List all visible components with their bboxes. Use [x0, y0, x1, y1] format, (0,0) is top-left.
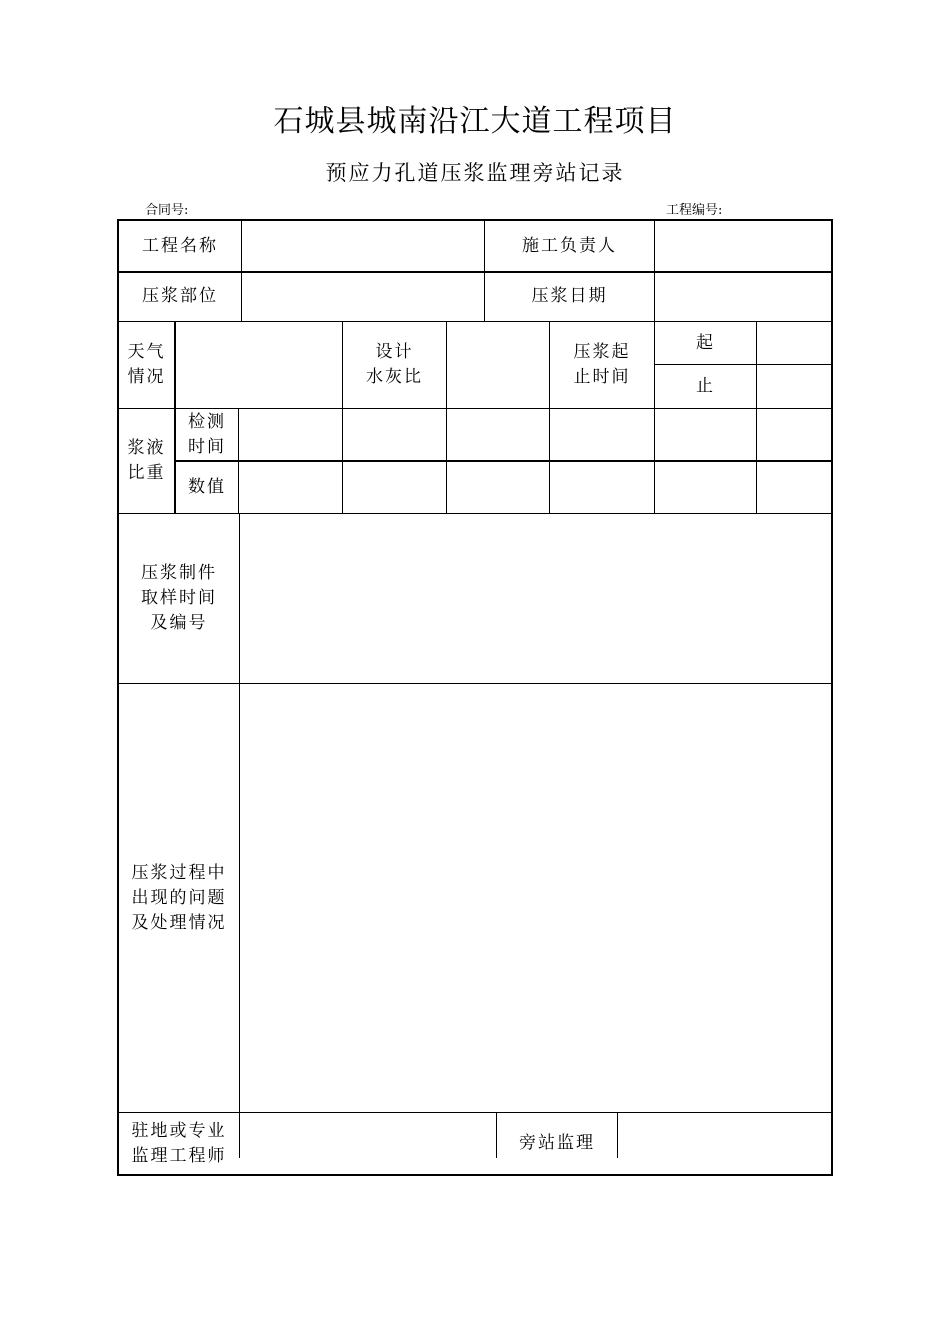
label-design-wc-ratio — [343, 322, 446, 408]
value-field-6[interactable] — [757, 462, 831, 513]
label-grouting-location: 压浆部位 — [142, 286, 218, 306]
value-field-1[interactable] — [239, 462, 342, 513]
label-grout-density — [119, 409, 174, 513]
project-no-label: 工程编号: — [666, 203, 723, 218]
start-time-field[interactable] — [757, 322, 831, 364]
document-subtitle: 预应力孔道压浆监理旁站记录 — [325, 161, 625, 185]
design-wc-ratio-field[interactable] — [447, 322, 549, 408]
grouting-date-field[interactable] — [655, 272, 831, 321]
label-weather-line2: 情况 — [127, 367, 166, 387]
label-specimen-line1: 压浆制件 — [141, 563, 217, 583]
label-value: 数值 — [188, 477, 226, 497]
label-design-wc-line1: 设计 — [375, 342, 414, 362]
label-weather — [119, 322, 174, 408]
issues-field[interactable] — [240, 684, 831, 1112]
test-time-field-4[interactable] — [550, 409, 654, 460]
contract-no-label: 合同号: — [145, 203, 189, 218]
value-field-3[interactable] — [447, 462, 549, 513]
test-time-field-2[interactable] — [343, 409, 446, 460]
label-construction-lead: 施工负责人 — [522, 235, 617, 256]
supervising-engineer-field[interactable] — [240, 1113, 496, 1174]
label-issues-line1: 压浆过程中 — [131, 862, 227, 883]
test-time-field-3[interactable] — [447, 409, 549, 460]
project-name-field[interactable] — [242, 221, 484, 271]
label-grouting-time-line1: 压浆起 — [573, 342, 631, 362]
label-start: 起 — [696, 332, 715, 353]
label-grout-density-line2: 比重 — [127, 463, 166, 483]
end-time-field[interactable] — [757, 365, 831, 408]
label-test-time — [176, 409, 238, 460]
weather-field[interactable] — [176, 322, 342, 408]
label-grout-density-line1: 浆液 — [127, 438, 166, 458]
label-grouting-time-line2: 止时间 — [573, 367, 631, 387]
label-weather-line1: 天气 — [127, 342, 166, 362]
label-grouting-time — [550, 322, 654, 408]
onsite-supervisor-field[interactable] — [618, 1113, 831, 1174]
label-onsite-supervisor: 旁站监理 — [519, 1133, 595, 1153]
label-issues — [119, 684, 239, 1112]
test-time-field-1[interactable] — [239, 409, 342, 460]
label-design-wc-line2: 水灰比 — [366, 367, 423, 387]
label-grouting-date: 压浆日期 — [531, 286, 608, 306]
label-engineer-line1: 驻地或专业 — [131, 1120, 227, 1141]
specimen-sampling-field[interactable] — [240, 514, 831, 683]
label-test-time-line2: 时间 — [188, 436, 226, 457]
value-field-2[interactable] — [343, 462, 446, 513]
label-supervising-engineer — [119, 1113, 239, 1174]
test-time-field-5[interactable] — [655, 409, 756, 460]
document-title: 石城县城南沿江大道工程项目 — [273, 104, 677, 139]
label-end: 止 — [696, 376, 715, 396]
label-specimen-line3: 及编号 — [150, 613, 208, 633]
label-specimen-line2: 取样时间 — [141, 588, 217, 608]
value-field-5[interactable] — [655, 462, 756, 513]
label-test-time-line1: 检测 — [188, 411, 226, 432]
label-specimen-sampling — [119, 514, 239, 683]
construction-lead-field[interactable] — [655, 221, 831, 271]
label-issues-line3: 及处理情况 — [131, 912, 227, 933]
label-issues-line2: 出现的问题 — [131, 887, 227, 908]
supervision-record-form — [117, 219, 833, 1176]
value-field-4[interactable] — [550, 462, 654, 513]
label-engineer-line2: 监理工程师 — [131, 1145, 227, 1166]
grouting-location-field[interactable] — [242, 272, 484, 321]
label-project-name: 工程名称 — [142, 235, 218, 256]
test-time-field-6[interactable] — [757, 409, 831, 460]
